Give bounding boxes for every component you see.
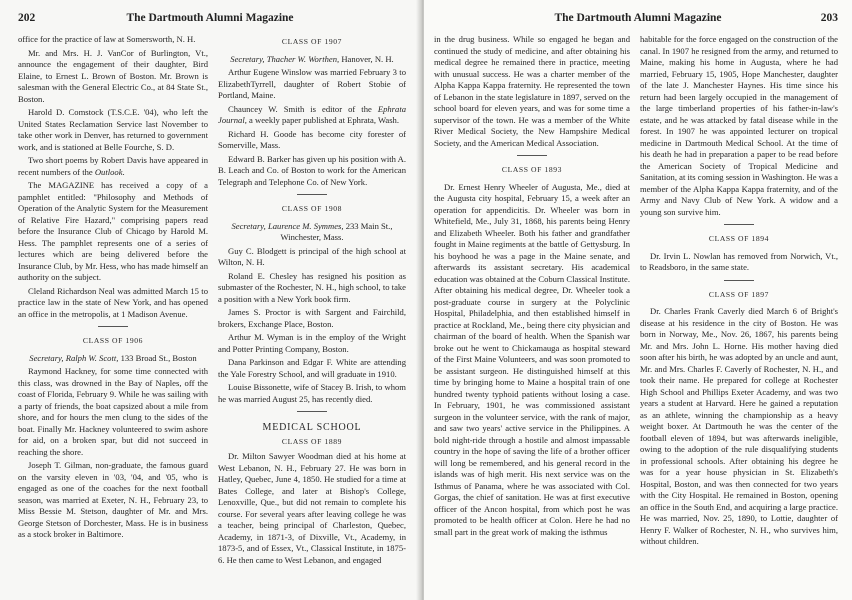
paragraph: Raymond Hackney, for some time connected with this class, was drowned in the Bay of Naples, off the coast of Florida, February 9. While he was sailing with a party of friends, the boat capsized about a mile from shore, and for hours the men clung to the sides of the boat. Finally Mr. Hackney volunteered to swim ashore for aid, on a broken spar, but did not succeed in reaching the shore. [18,366,208,457]
paragraph: habitable for the force engaged on the construction of the canal. In 1907 he resigned from the army, and returned to Maine, making his home in Augusta, where he had married, February 15, 1905, Hope Manchester, daughter of the late J. Manchester Haynes. His time since his return had been largely occupied in the management of the large timberland properties of his father-in-law's estate, and he was attacked by fatal disease while in the forest. In 1907 he was appointed lecturer on tropical medicine in Dartmouth Medical School. At the time of his death he had in preparation a paper to be read before the American Society of Tropical Medicine and Sanitation, at its coming session in Washington. He was a member of the Alpha Kappa Kappa fraternity, and of the Army and Navy Club of New York. A widow and a young son survive him. [640,34,838,217]
secretary-label: Secretary, [231,220,266,231]
paragraph: Mr. and Mrs. H. J. VanCor of Burlington, Vt., announce the engagement of their daughter, Bird Elaine, to Ernest L. Brown of Boston. Mr. Brown is salesman with the General Electric Co., at 84 State St., Boston. [18,47,208,104]
class-heading-1893: CLASS OF 1893 [501,165,563,174]
left-column-2 [218,34,406,568]
paragraph: Cleland Richardson Neal was admitted March 15 to practice law in the state of New York, and has opened an office in the metropolis, at 1 Madison Avenue. [18,285,208,319]
paragraph: office for the practice of law at Somersworth, N. H. [18,34,196,44]
secretary-name: Thacher W. Worthen, [266,53,340,64]
paragraph: Edward B. Barker has given up his position with A. B. Leach and Co. of Boston to work for the American Telegraph and Telephone Co. of New York. [218,153,406,187]
section-divider [98,326,128,327]
secretary-name: Ralph W. Scott, [65,352,119,363]
paragraph: Arthur Eugene Winslow was married February 3 to ElizabethTyrrell, daughter of Robert Stobie of Portland, Maine. [218,67,406,100]
paragraph: The MAGAZINE has received a copy of a pamphlet entitled: "Philosophy and Methods of Operation of the Analytic System for the Measurement of Relative Fire Hazard," comprising papers read before the Insurance Club of Chicago by Harold M. Hess. The pamphlet represents one of a series of lectures which are being delivered before the Insurance Club, by Mr. Hess, who has made himself an authority on the subject. [18,180,208,282]
paragraph [18,155,208,178]
class-heading-1907: CLASS OF 1907 [281,37,343,46]
paragraph: Dana Parkinson and Edgar F. White are attending the Yale Forestry School, and will graduate in 1910. [218,357,406,379]
secretary-address: 233 Main St., Winchester, Mass. [280,220,393,242]
left-page [0,0,420,600]
text-run: Two short poems by Robert Davis have appeared in recent numbers of the [18,155,208,177]
secretary-address: Hanover, N. H. [341,53,394,64]
paragraph: Dr. Irvin L. Nowlan has removed from Norwich, Vt., to Readsboro, in the same state. [640,250,838,272]
class-secretary [218,221,406,244]
right-page-number: 203 [820,12,838,24]
class-heading-1889: CLASS OF 1889 [281,436,343,446]
paragraph: Louise Bissonette, wife of Stacey B. Irish, to whom he was married August 25, has recently died. [218,382,406,404]
text-run: . [122,166,125,177]
publication-title: Outlook [94,166,123,177]
paragraph: Richard H. Goode has become city forester of Somerville, Mass. [218,128,406,150]
left-running-title: The Dartmouth Alumni Magazine [126,12,294,24]
paragraph: Joseph T. Gilman, non-graduate, the famous guard on the varsity eleven in '03, '04, and '05, who is engaged as one of the coaches for the next football season, was married at Exeter, N. H., February 23, to Miss Bessie M. Stetson, daughter of Mr. and Mrs. George Stetson of Dorchester, Mass. He is in business as a stock broker in Baltimore. [18,460,208,539]
medical-school-heading: MEDICAL SCHOOL [262,422,362,433]
right-column-1 [434,34,630,540]
secretary-name: Laurence M. Symmes, [267,220,344,231]
publication-title: Ephrata Journal [218,103,406,125]
class-heading-1894: CLASS OF 1894 [708,234,770,243]
paragraph: Arthur M. Wyman is in the employ of the Wright and Potter Printing Company, Boston. [218,332,406,354]
text-run: , a weekly paper published at Ephrata, Wash. [244,115,399,125]
paragraph: Harold D. Comstock (T.S.C.E. '04), who left the United States Reclamation Service last November to take other work in Denver, has returned to government work, and is stationed at Belle Fourche, S. D. [18,107,208,152]
paragraph: Guy C. Blodgett is principal of the high school at Wilton, N. H. [218,245,406,267]
right-running-title: The Dartmouth Alumni Magazine [554,12,722,24]
left-page-number: 202 [18,12,36,24]
secretary-label: Secretary, [230,53,265,64]
section-divider [724,224,754,225]
paragraph: Roland E. Chesley has resigned his position as submaster of the Rochester, N. H., high school, to take a position with a New York book firm. [218,270,406,304]
class-heading-1906: CLASS OF 1906 [82,336,144,345]
paragraph: Dr. Milton Sawyer Woodman died at his home at West Lebanon, N. H., February 27. He was born in Hatley, Quebec, June 4, 1850. He studied for a time at Bates College, and later at Bishop's College, Lenoxville, Que., but did not remain to complete his course. For several years after leaving college he was a teacher, being principal of Charleston, Quebec, Academy, in 1871-3, of Dixville, Vt., Academy, in 1873-5, and of Essex, Vt., Classical Institute, in 1875-6. He then came to West Lebanon, and engaged [218,451,406,565]
secretary-label: Secretary, [29,352,64,363]
text-run: Chauncey W. Smith is editor of the [228,103,378,114]
class-secretary [18,353,208,365]
paragraph: James S. Proctor is with Sargent and Fairchild, brokers, Exchange Place, Boston. [218,307,406,329]
section-divider [724,280,754,281]
class-heading-1908: CLASS OF 1908 [281,204,343,213]
section-divider [297,194,327,195]
right-page [424,0,852,600]
section-divider [297,411,327,412]
left-column-1 [18,34,208,543]
section-divider [517,155,547,156]
paragraph: in the drug business. While so engaged he began and continued the study of medicine, and after obtaining his medical degree he remained there in practice, meeting with unusual success. He was a charter member of the Alpha Kappa Kappa fraternity. He represented the town of Lebanon in the state legislature in 1897, served on the school board for eleven years, and was for some time a supervisor of the town. He was a member of the White River Medical Society, the New Hampshire Medical Society, and the American Medical Association. [434,34,630,148]
class-secretary [218,54,406,66]
right-column-2 [640,34,838,550]
class-heading-1897: CLASS OF 1897 [708,289,770,299]
paragraph [218,104,406,127]
secretary-address: 133 Broad St., Boston [120,352,197,363]
paragraph: Dr. Charles Frank Caverly died March 6 of Bright's disease at his residence in the city of Boston. He was born in Norway, Me., Nov. 26, 1867, his parents being Mr. and Mrs. John L. Horne. His mother having died soon after his birth, he was adopted by an uncle and aunt, Mr. and Mrs. Charles F. Caverly of Rochester, N. H., and took their name. He prepared for college at Rochester High School and Phillips Exeter Academy, and was two years a student at Harvard. Here he gained a reputation as an athlete, winning the championship as a heavy weight boxer. At Dartmouth he was the center of the football eleven of 1894, but was afterwards ineligible, owing to the adoption of the rule disqualifying students in professional schools. After obtaining his degree he was for a year house physician in St. Elizabeth's Hospital, Boston, and was then connected for two years with the City Hospital. He remained in Boston, opening an office in the South End, and acquiring a large practice. He was married, Nov. 25, 1890, to Lottie, daughter of Henry F. Walker of Rochester, N. H., who survives him, without children. [640,306,838,546]
paragraph: Dr. Ernest Henry Wheeler of Augusta, Me., died at the Augusta city hospital, February 15, a week after an operation for appendicitis. Dr. Wheeler was born in Whitefield, Me., July 31, 1868, his parents being Henry and Elizabeth Wheeler. Both his father and grandfather fought in Maine regiments at the battle of Gettysburg. In his boyhood he was a page in the Maine senate, and afterwards its assistant secretary. His academical education was obtained at the Coburn Classical Institute. After obtaining his medical degree, Dr. Wheeler took a post-graduate course in surgery at the Polyclinic Hospital, Philadelphia, and then established himself in practice at Rockland, Me., being there city physician and chairman of the board of health. When the Spanish war broke out he went to Chickamauga as hospital steward of the First Maine Volunteers, and was soon promoted to be assistant surgeon. He distinguished himself at this time by bringing home to Maine a hospital train of one hundred twenty typhoid patients without losing a case. In February, 1901, he was commissioned assistant surgeon in the volunteer service, with the rank of major, and saw two years' active service in the Philippines. A bold night-ride through a hostile and almost impassable country in the hope of saving the life of a brother officer will long be remembered, and his general record in the islands was of high merit. His next service was on the Isthmus of Panama, where he was associated with Col. Gorgas, the chief of sanitation. He was at first executive officer of the Ancon hospital, from which post he was promoted to be health officer at Colon. Here he had no small part in the great work of making the isthmus [434,181,630,537]
